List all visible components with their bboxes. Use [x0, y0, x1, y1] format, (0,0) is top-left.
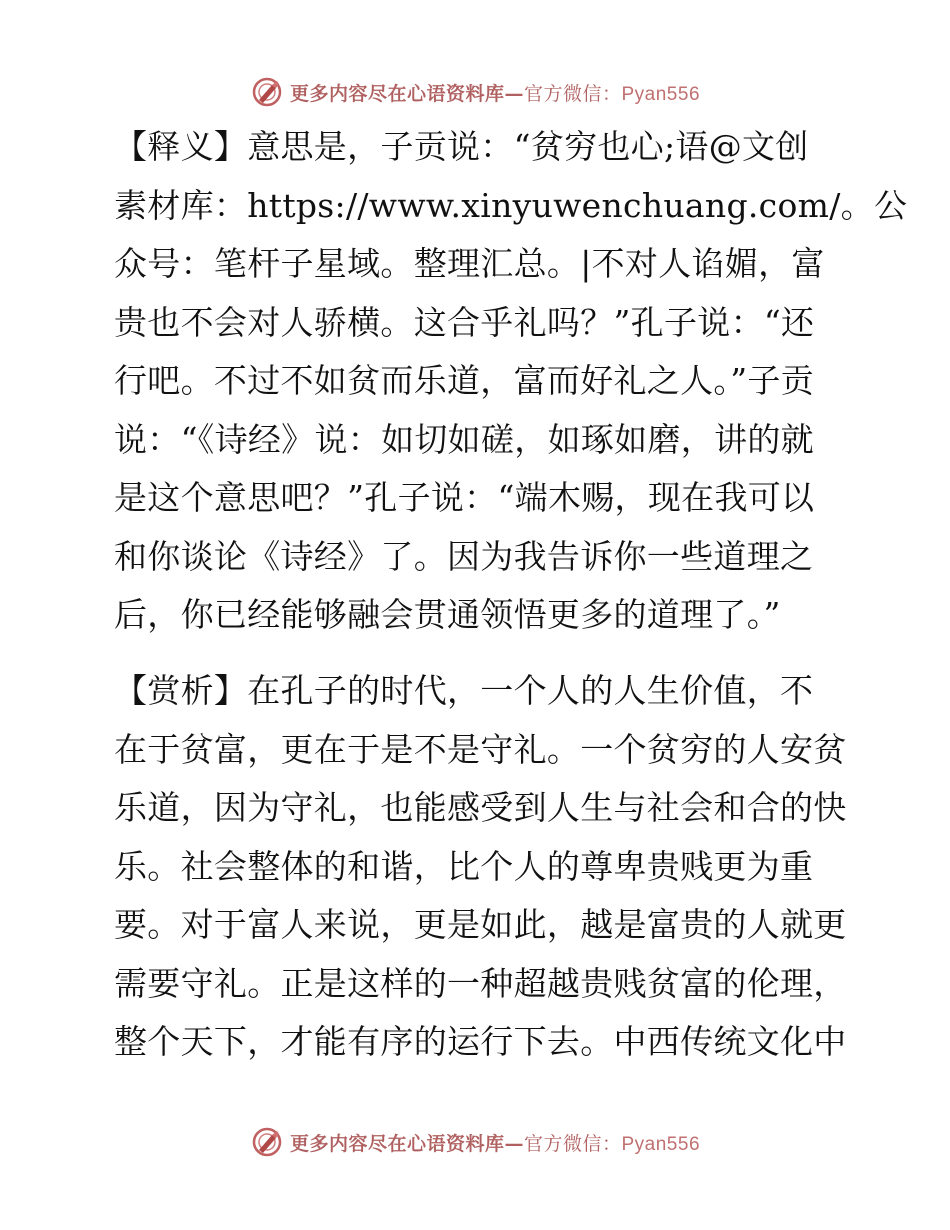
paragraph-line: 说：“《诗经》说：如切如磋，如琢如磨，讲的就: [114, 419, 814, 459]
banner-dash: —: [504, 82, 524, 105]
paragraph-line: 【释义】意思是，子贡说：“贫穷也心;语@文创: [114, 127, 809, 166]
banner-official-label: 官方微信：: [523, 1132, 622, 1155]
paragraph-line: 后，你已经能够融会贯通领悟更多的道理了。”: [114, 595, 781, 634]
pen-nib-logo-icon: [250, 1125, 284, 1159]
paragraph-line: 众号：笔杆子星域。整理汇总。|不对人谄媚，富: [114, 244, 825, 283]
paragraph-line: 整个天下，才能有序的运行下去。中西传统文化中: [114, 1022, 847, 1061]
paragraph-line: 行吧。不过不如贫而乐道，富而好礼之人。”子贡: [114, 361, 814, 400]
banner-text: [290, 79, 700, 106]
paragraph-line: 要。对于富人来说，更是如此，越是富贵的人就更: [114, 905, 847, 944]
banner-dash: —: [504, 1132, 524, 1155]
banner-wechat-id: Pyan556: [621, 1133, 701, 1155]
paragraph-line: 【赏析】在孔子的时代，一个人的人生价值，不: [114, 671, 814, 710]
banner-main-text: 更多内容尽在心语资料库: [289, 1132, 505, 1155]
paragraph-line: 在于贫富，更在于是不是守礼。一个贫穷的人安贫: [114, 729, 847, 769]
banner-main-text: 更多内容尽在心语资料库: [289, 82, 505, 105]
paragraph-line: 素材库：https://www.xinyuwenchuang.com/。公: [114, 185, 908, 225]
paragraph-line: 贵也不会对人骄横。这合乎礼吗？”孔子说：“还: [114, 302, 815, 342]
paragraph-line: 乐道，因为守礼，也能感受到人生与社会和合的快: [114, 788, 847, 827]
header-banner: [0, 72, 950, 112]
banner-official-label: 官方微信：: [523, 82, 622, 105]
pen-nib-logo-icon: [250, 75, 284, 109]
banner-wechat-id: Pyan556: [621, 83, 701, 105]
paragraph-line: 乐。社会整体的和谐，比个人的尊卑贵贱更为重: [114, 846, 814, 886]
paragraph-line: 和你谈论《诗经》了。因为我告诉你一些道理之: [114, 536, 814, 576]
footer-banner: [0, 1122, 950, 1162]
banner-text: [290, 1129, 700, 1156]
paragraph-explanation: [97, 118, 908, 645]
paragraph-appreciation: [97, 662, 857, 1072]
paragraph-line: 是这个意思吧？”孔子说：“端木赐，现在我可以: [114, 478, 815, 517]
paragraph-line: 需要守礼。正是这样的一种超越贵贱贫富的伦理，: [114, 963, 847, 1003]
